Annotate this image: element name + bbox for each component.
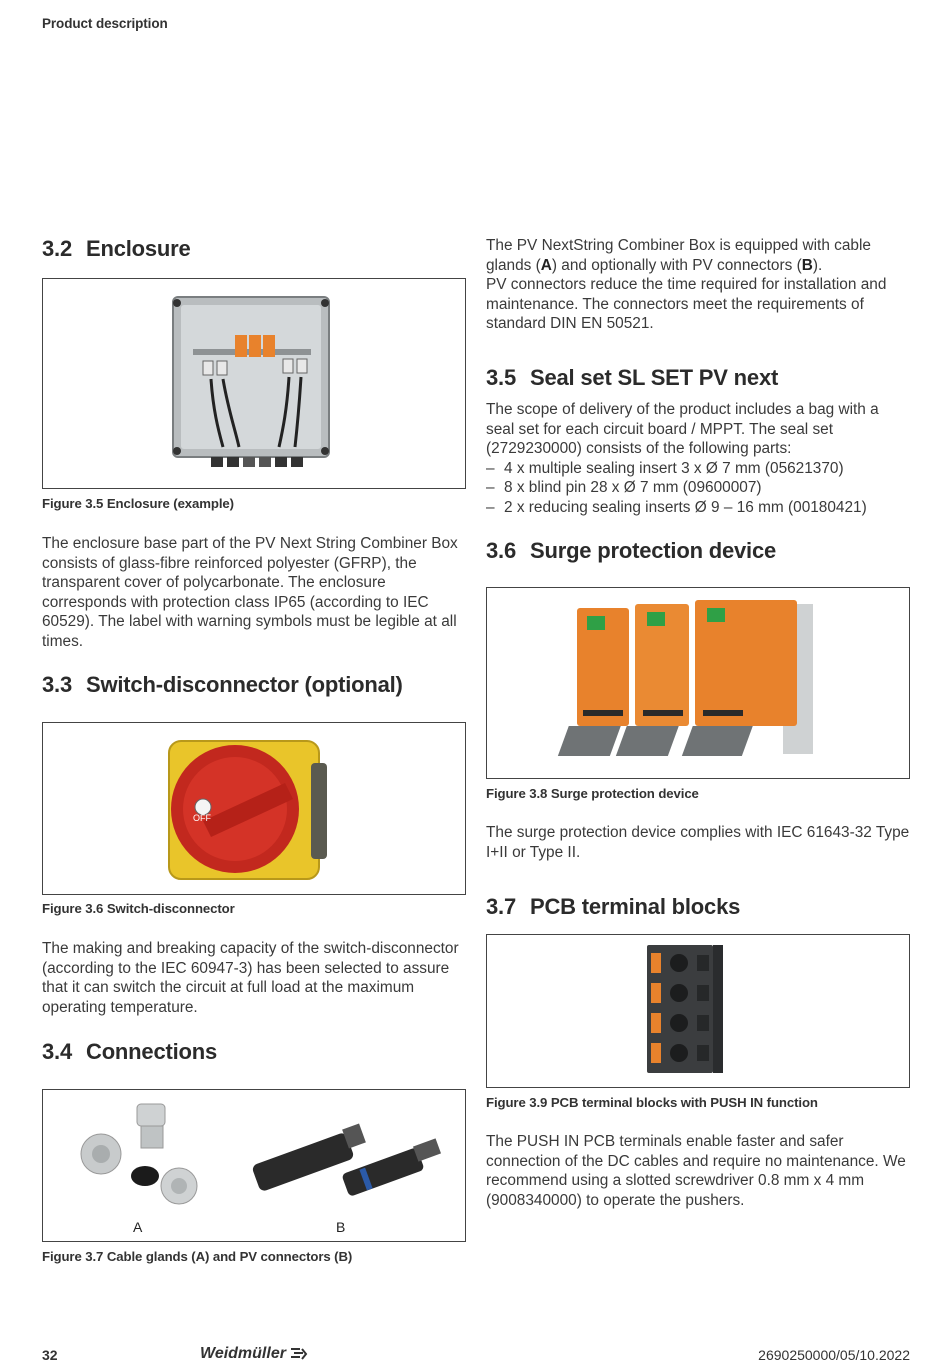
figure-caption: Figure 3.6 Switch-disconnector: [42, 901, 235, 916]
figure-caption: Figure 3.5 Enclosure (example): [42, 496, 234, 511]
figure-pcb-terminal-blocks: [486, 934, 910, 1088]
section-number: 3.6: [486, 538, 516, 563]
section-title: Surge protection device: [530, 538, 777, 563]
seal-set-parts-list: [486, 459, 910, 518]
section-title: Seal set SL SET PV next: [530, 365, 779, 390]
document-id: 2690250000/05/10.2022: [758, 1347, 910, 1363]
section-heading-connections: [42, 1039, 217, 1065]
figure-enclosure: [42, 278, 466, 489]
section-heading-surge-protection: [486, 538, 776, 564]
figure-caption: Figure 3.9 PCB terminal blocks with PUSH IN function: [486, 1095, 818, 1110]
brand-logo: [200, 1345, 308, 1363]
list-item: – 2 x reducing sealing inserts Ø 9 – 16 mm (00180421): [486, 498, 910, 518]
section-title: PCB terminal blocks: [530, 894, 741, 919]
section-number: 3.7: [486, 894, 516, 919]
section-heading-seal-set: [486, 365, 778, 391]
paragraph-pcb-terminal-blocks: The PUSH IN PCB terminals enable faster and safer connection of the DC cables and require no maintenance. We recommend using a slotted screwdriver 0.8 mm x 4 mm (9008340000) to operate the pushers.: [486, 1133, 906, 1209]
surge-protection-illustration: [487, 588, 909, 778]
connections-sentence-2: PV connectors reduce the time required for installation and maintenance. The connectors meet the requirements of standard DIN EN 50521.: [486, 276, 887, 332]
section-heading-switch-disconnector: [42, 672, 403, 698]
section-number: 3.3: [42, 672, 72, 697]
figure-caption: Figure 3.8 Surge protection device: [486, 786, 699, 801]
figure-caption: Figure 3.7 Cable glands (A) and PV connectors (B): [42, 1249, 353, 1264]
connections-sentence-1: The PV NextString Combiner Box is equipped with cable glands (A) and optionally with PV connectors (B).: [486, 237, 871, 274]
switch-off-label: OFF: [193, 813, 211, 823]
pcb-terminal-blocks-illustration: [487, 935, 909, 1087]
paragraph-enclosure: The enclosure base part of the PV Next String Combiner Box consists of glass-fibre reinforced polyester (GFRP), the transparent cover of polycarbonate. The enclosure corresponds with protection class IP65 (according to IEC 60529). The label with warning symbols must be legible at all times.: [42, 535, 458, 650]
switch-disconnector-illustration: [43, 723, 465, 894]
running-header: Product description: [42, 16, 168, 31]
pv-connectors-icon: [251, 1124, 441, 1197]
section-title: Connections: [86, 1039, 218, 1064]
list-item: – 4 x multiple sealing insert 3 x Ø 7 mm (05621370): [486, 459, 910, 479]
figure-surge-protection: [486, 587, 910, 779]
seal-set-intro: The scope of delivery of the product includes a bag with a seal set for each circuit board / MPPT. The seal set (2729230000) consists of the following parts:: [486, 401, 879, 457]
figure-connections: [42, 1089, 466, 1242]
paragraph-seal-set: [486, 400, 910, 517]
section-number: 3.4: [42, 1039, 72, 1064]
label-a: A: [133, 1219, 143, 1235]
page-number: 32: [42, 1347, 58, 1363]
enclosure-illustration: [43, 279, 465, 488]
paragraph-switch-disconnector: The making and breaking capacity of the switch-disconnector (according to the IEC 60947-3) has been selected to assure that it can switch the circuit at full load at the maximum operating temperature.: [42, 940, 459, 1016]
list-item: – 8 x blind pin 28 x Ø 7 mm (09600007): [486, 478, 910, 498]
brand-name: Weidmüller: [200, 1345, 286, 1362]
section-number: 3.2: [42, 236, 72, 261]
section-heading-pcb-terminal-blocks: [486, 894, 740, 920]
section-heading-enclosure: [42, 236, 191, 262]
label-b: B: [336, 1219, 346, 1235]
connections-illustration: [43, 1090, 465, 1241]
figure-switch-disconnector: [42, 722, 466, 895]
section-title: Enclosure: [86, 236, 191, 261]
brand-mark-icon: [290, 1347, 308, 1361]
paragraph-connections: [486, 236, 910, 334]
section-title: Switch-disconnector (optional): [86, 672, 403, 697]
section-number: 3.5: [486, 365, 516, 390]
paragraph-surge-protection: The surge protection device complies with IEC 61643-32 Type I+II or Type II.: [486, 824, 910, 861]
cable-glands-icon: [81, 1104, 197, 1204]
